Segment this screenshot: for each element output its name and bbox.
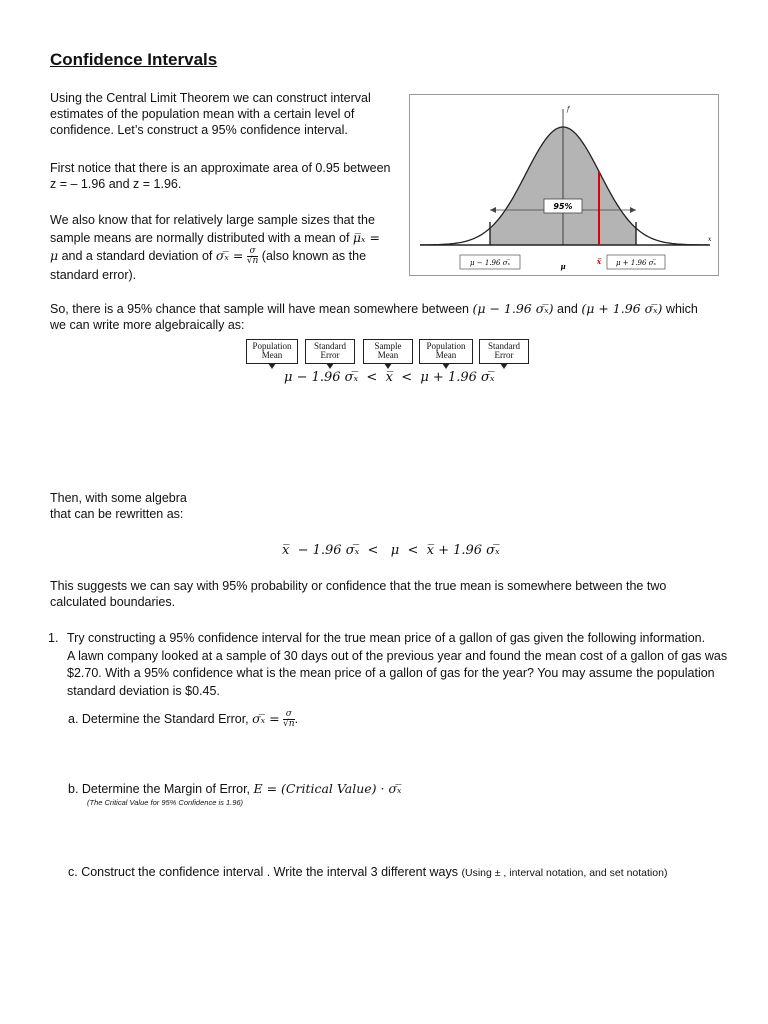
arrow-left-head	[490, 207, 496, 213]
xbar-label: x̅	[596, 257, 602, 266]
problem-number: 1.	[48, 631, 59, 645]
mu-label: μ	[560, 262, 566, 271]
label-line: Population	[252, 341, 292, 351]
then-line: Then, with some algebra	[50, 491, 187, 505]
label-line: Mean	[435, 350, 457, 360]
chance-line: we can write more algebraically as:	[50, 318, 245, 332]
problem-line: A lawn company looked at a sample of 30 days out of the previous year and found the mean cost of a gallon of gas was	[67, 648, 728, 663]
intro-line: estimates of the population mean with a certain level of	[50, 107, 355, 121]
part-a-text: a. Determine the Standard Error,	[68, 711, 253, 726]
part-b	[68, 781, 401, 797]
label-line: Mean	[261, 350, 283, 360]
label-line: Standard	[488, 341, 520, 351]
label-population-mean	[246, 339, 298, 364]
intro-line: Using the Central Limit Theorem we can construct interval	[50, 91, 371, 105]
upper-bound-expr: (μ + 1.96 σₓ̅)	[581, 301, 663, 316]
sigma-xbar-expr: σₓ̅ =	[215, 248, 244, 263]
label-line: Mean	[377, 350, 399, 360]
inequality-2: x̅ − 1.96 σₓ̅ < μ < x̅ + 1.96 σₓ̅	[282, 543, 500, 558]
problem-text	[67, 630, 762, 700]
large-sample-line: standard error).	[50, 268, 137, 283]
arrow-right-head	[630, 207, 636, 213]
mu-xbar-expr: μ̅ₓ =	[352, 230, 380, 245]
part-c-text: c. Construct the confidence interval . Write the interval 3 different ways	[68, 865, 462, 879]
part-a-fraction	[283, 710, 295, 729]
label-line: Error	[494, 350, 514, 360]
chance-text: So, there is a 95% chance that sample will have mean somewhere between	[50, 302, 473, 316]
chance-line	[50, 301, 750, 317]
part-b-note: (The Critical Value for 95% Confidence is 1.96)	[87, 798, 244, 807]
mu-symbol: μ	[50, 248, 59, 263]
x-axis-label: x	[708, 236, 712, 243]
large-sample-line: We also know that for relatively large sample sizes that the	[50, 213, 375, 227]
normal-curve-figure	[409, 94, 719, 276]
label-standard-error	[479, 339, 529, 364]
intro-line: confidence. Let’s construct a 95% confidence interval.	[50, 123, 348, 137]
normal-curve-svg	[410, 95, 718, 275]
frac-denominator: √n	[246, 256, 259, 267]
inequality-1: μ − 1.96 σₓ̅ < x̅ < μ + 1.96 σₓ̅	[284, 370, 495, 385]
notice-paragraph	[50, 160, 410, 192]
lower-bound-expr: (μ − 1.96 σₓ̅)	[472, 301, 554, 316]
intro-paragraph	[50, 90, 400, 138]
label-standard-error	[305, 339, 355, 364]
notice-line: z = – 1.96 and z = 1.96.	[50, 177, 182, 191]
chance-text: which	[662, 302, 698, 316]
large-sample-line	[50, 229, 410, 247]
label-population-mean	[419, 339, 473, 364]
chance-and: and	[553, 302, 582, 316]
suggests-paragraph	[50, 578, 760, 610]
left-bound-label: μ − 1.96 σₓ̅	[470, 259, 510, 267]
part-c-note: (Using ± , interval notation, and set notation)	[461, 867, 668, 879]
part-a-sigma: σₓ̅ =	[252, 710, 280, 726]
suggests-line: This suggests we can say with 95% probability or confidence that the true mean is somewhere between the two	[50, 579, 667, 593]
large-sample-text: sample means are normally distributed with a mean of	[50, 231, 353, 245]
page-title: Confidence Intervals	[50, 50, 218, 69]
right-bound-label: μ + 1.96 σₓ̅	[616, 259, 656, 267]
large-sample-line	[50, 247, 410, 266]
then-paragraph	[50, 490, 187, 522]
label-95: 95%	[553, 202, 573, 211]
part-b-formula: E = (Critical Value) · σₓ̅	[253, 781, 402, 796]
label-line: Standard	[314, 341, 346, 351]
suggests-line: calculated boundaries.	[50, 595, 176, 609]
problem-line: $2.70. With a 95% confidence what is the mean price of a gallon of gas for the year? You may assume the population	[67, 666, 715, 680]
sigma-over-root-n	[247, 247, 259, 266]
frac-numerator: σ	[249, 246, 256, 257]
label-line: Population	[426, 341, 466, 351]
part-a-end: .	[294, 711, 299, 726]
problem-line: standard deviation is $0.45.	[67, 683, 220, 698]
notice-line: First notice that there is an approximate area of 0.95 between	[50, 161, 391, 175]
frac-denominator: √n	[283, 719, 295, 729]
chance-paragraph	[50, 301, 750, 333]
part-b-text: b. Determine the Margin of Error,	[68, 782, 254, 796]
then-line: that can be rewritten as:	[50, 507, 184, 521]
label-line: Sample	[374, 341, 402, 351]
problem-line: Try constructing a 95% confidence interval for the true mean price of a gallon of gas given the following information.	[67, 631, 706, 645]
large-sample-text: (also known as the	[258, 249, 367, 263]
f-axis-label: f	[567, 106, 570, 113]
frac-numerator: σ	[285, 709, 292, 719]
large-sample-paragraph	[50, 211, 410, 284]
label-line: Error	[320, 350, 340, 360]
part-c	[68, 864, 667, 881]
large-sample-text: and a standard deviation of	[58, 249, 216, 263]
label-sample-mean	[363, 339, 413, 364]
part-a	[68, 710, 298, 729]
